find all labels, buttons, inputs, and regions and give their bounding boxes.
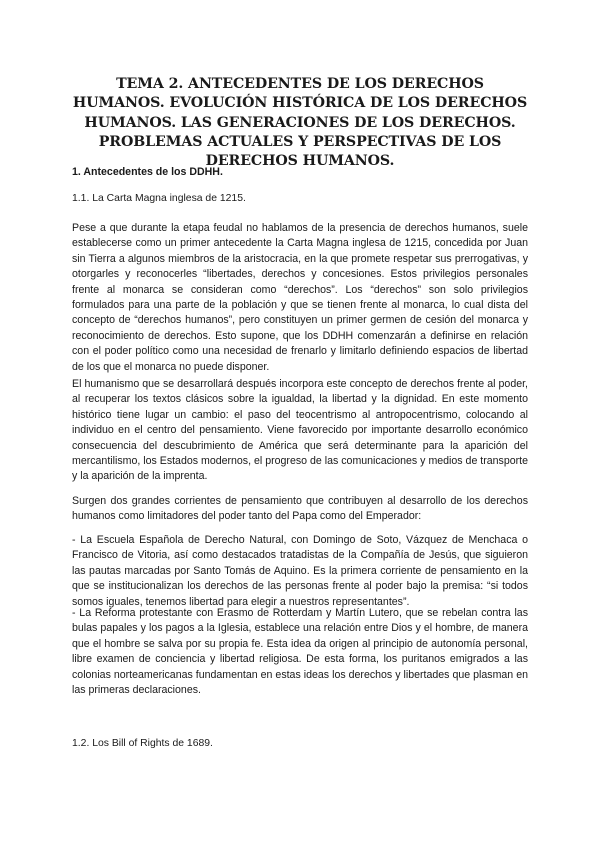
paragraph: El humanismo que se desarrollará después incorpora este concepto de derechos frente al poder, al recuperar los textos clásicos sobre la igualdad, la libertad y la dignidad. En este momento histórico tiene lugar un cambio: el paso del teocentrismo al antropocentrismo, colocando al individuo en el centro del pensamiento. Viene favorecido por importante desarrollo económico consecuencia del descubrimiento de América que será determinante para la aparición del mercantilismo, los Estados modernos, el progreso de las comunicaciones y medios de transporte y la aparición de la imprenta.: [72, 378, 528, 483]
section-heading: 1. Antecedentes de los DDHH.: [72, 166, 223, 178]
subsection-heading: 1.2. Los Bill of Rights de 1689.: [72, 738, 213, 749]
paragraph: Surgen dos grandes corrientes de pensamiento que contribuyen al desarrollo de los derechos humanos como limitadores del poder tanto del Papa como del Emperador:: [72, 495, 528, 523]
document-title: TEMA 2. ANTECEDENTES DE LOS DERECHOS HUMANOS. EVOLUCIÓN HISTÓRICA DE LOS DERECHOS HUMANOS. LAS GENERACIONES DE LOS DERECHOS. PROBLEMAS ACTUALES Y PERSPECTIVAS DE LOS DERECHOS HUMANOS.: [72, 76, 528, 170]
list-item: - La Escuela Española de Derecho Natural, con Domingo de Soto, Vázquez de Menchaca o Francisco de Vitoria, así como destacados tratadistas de la Compañía de Jesús, que siguieron las pautas marcadas por Santo Tomás de Aquino. Es la primera corriente de pensamiento en la que se institucionalizan los derechos de las personas frente al poder bajo la premisa: “si todos somos iguales, tenemos libertad para elegir a nuestros representantes”.: [72, 534, 528, 608]
subsection-heading: 1.1. La Carta Magna inglesa de 1215.: [72, 193, 246, 204]
paragraph: Pese a que durante la etapa feudal no hablamos de la presencia de derechos humanos, suele establecerse como un primer antecedente la Carta Magna inglesa de 1215, concedida por Juan sin Tierra a algunos miembros de la aristocracia, en la que promete respetar sus prerrogativas, y otorgarles y reconocerles “libertades, derechos y concesiones. Estos privilegios personales frente al monarca se consideran como “derechos”. Los “derechos” son solo privilegios formulados para una parte de la población y que se tienen frente al monarca, lo cual dista del concepto de “derechos humanos”, pero constituyen un primer germen de cesión del monarca y reconocimiento de derechos. Esto supone, que los DDHH comenzarán a definirse en relación con el poder político como una necesidad de frenarlo y limitarlo definiendo espacios de libertad de los que el monarca no puede disponer.: [72, 222, 528, 373]
list-item: - La Reforma protestante con Erasmo de Rotterdam y Martín Lutero, que se rebelan contra las bulas papales y los pagos a la Iglesia, establece una relación entre Dios y el hombre, de manera que el hombre se salva por su propia fe. Esta idea da origen al principio de autonomía personal, libre examen de conciencia y libertad religiosa. De esta forma, los puritanos emigrados a las colonias norteamericanas fundamentan en estas ideas los derechos y libertades que plasman en las primeras declaraciones.: [72, 607, 528, 697]
